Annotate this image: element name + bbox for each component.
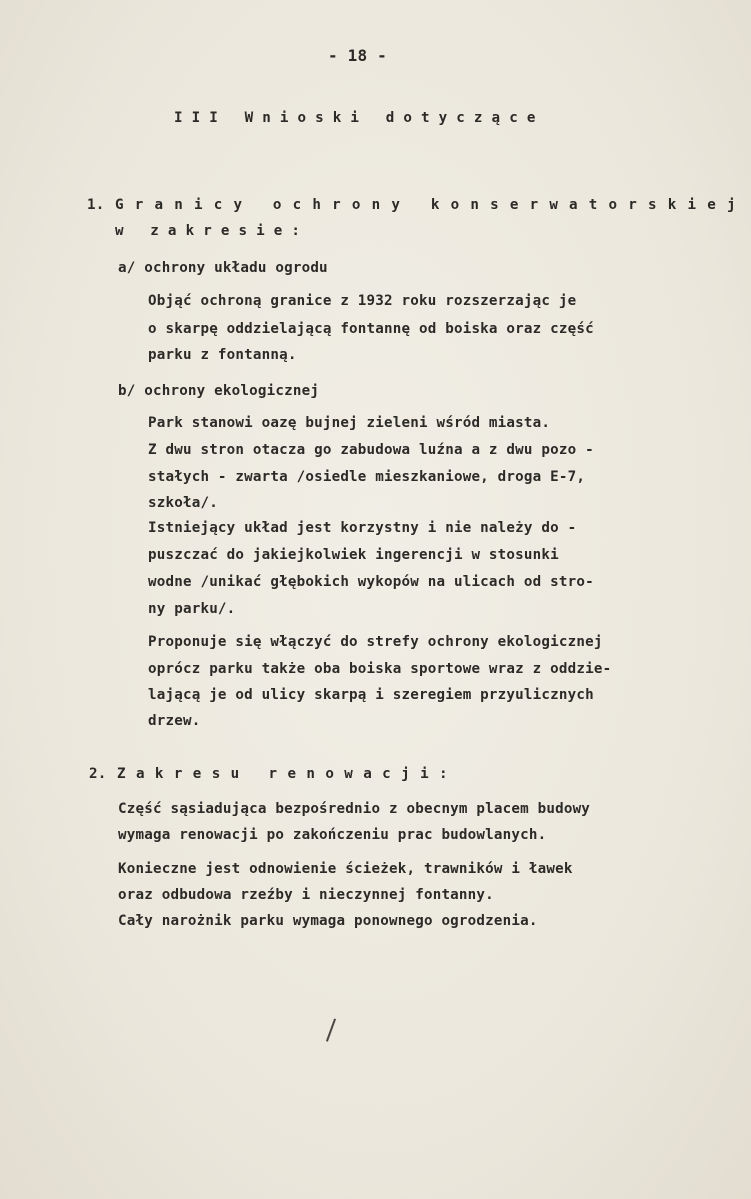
sub-b-line-5: Istniejący układ jest korzystny i nie należy do - [148,520,577,536]
end-mark [326,1018,336,1041]
proposal-line-3: lającą je od ulicy skarpą i szeregiem przyulicznych [148,687,594,703]
sub-a-label: a/ ochrony układu ogrodu [118,260,328,276]
point2-line-3: Konieczne jest odnowienie ścieżek, trawników i ławek [118,861,573,877]
sub-a-line-1: Objąć ochroną granice z 1932 roku rozszerzając je [148,293,577,309]
point2-heading: Zakresu renowacji: [117,766,458,782]
sub-b-line-1: Park stanowi oazę bujnej zieleni wśród miasta. [148,415,551,431]
point2-line-2: wymaga renowacji po zakończeniu prac budowlanych. [118,827,547,843]
sub-b-line-7: wodne /unikać głębokich wykopów na ulicach od stro- [148,574,594,590]
point2-line-4: oraz odbudowa rzeźby i nieczynnej fontanny. [118,887,494,903]
point2-line-1: Część sąsiadująca bezpośrednio z obecnym placem budowy [118,801,591,817]
point2-number: 2. [89,766,107,782]
sub-b-line-4: szkoła/. [148,495,218,511]
sub-a-line-3: parku z fontanną. [148,347,297,363]
sub-b-line-8: ny parku/. [148,601,236,617]
point1-number: 1. [87,197,105,213]
point1-heading-line2: w zakresie: [115,223,310,239]
sub-b-line-2: Z dwu stron otacza go zabudowa luźna a z dwu pozo - [148,442,594,458]
proposal-line-4: drzew. [148,713,201,729]
sub-a-line-2: o skarpę oddzielającą fontannę od boiska oraz część [148,321,594,337]
point2-line-5: Cały narożnik parku wymaga ponownego ogrodzenia. [118,913,538,929]
proposal-line-1: Proponuje się włączyć do strefy ochrony ekologicznej [148,634,603,650]
sub-b-label: b/ ochrony ekologicznej [118,383,320,399]
point1-heading-line1: Granicy ochrony konserwatorskiej [115,197,747,213]
section-heading: III Wnioski dotyczące [174,110,545,126]
sub-b-line-3: stałych - zwarta /osiedle mieszkaniowe, droga E-7, [148,469,586,485]
page-number: - 18 - [328,46,387,65]
sub-b-line-6: puszczać do jakiejkolwiek ingerencji w stosunki [148,547,559,563]
proposal-line-2: oprócz parku także oba boiska sportowe wraz z oddzie- [148,661,612,677]
